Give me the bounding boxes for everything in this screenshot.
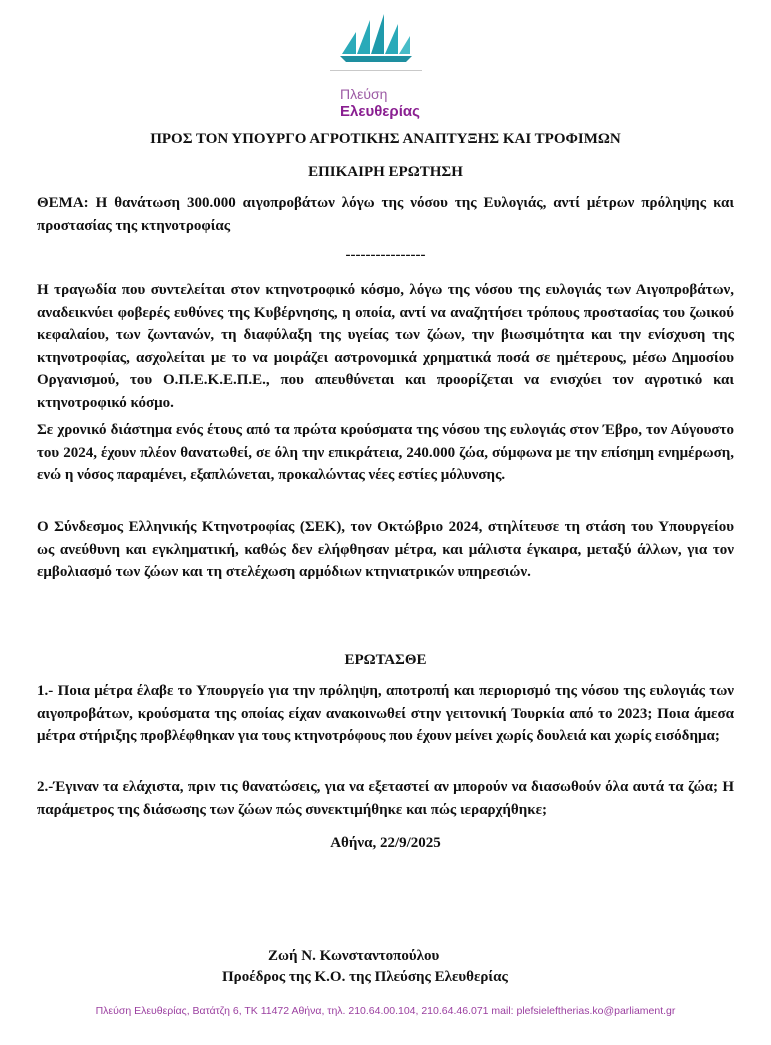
date-line: Αθήνα, 22/9/2025: [330, 835, 441, 851]
body-paragraph-3: Ο Σύνδεσμος Ελληνικής Κτηνοτροφίας (ΣΕΚ), τον Οκτώβριο 2024, στηλίτευσε τη στάση του Υπουργείου ως ανεύθυνη και εγκληματική, καθώς δεν ελήφθησαν μέτρα, και μάλιστα έγκαιρα, μεταξύ άλλων, για τον εμβολιασμό των ζώων και τη στελέχωση αρμόδιων κτηνιατρικών υπηρεσιών.: [37, 519, 734, 581]
logo-divider: [330, 70, 422, 71]
questions-heading: ΕΡΩΤΑΣΘΕ: [344, 652, 427, 668]
logo-text-line2: Ελευθερίας: [340, 103, 420, 120]
footer-contact-info: Πλεύση Ελευθερίας, Βατάτζη 6, ΤΚ 11472 Αθήνα, τηλ. 210.64.00.104, 210.64.46.071 mail: plefsieleftherias.ko@parliament.gr: [95, 1005, 676, 1017]
addressee-heading: ΠΡΟΣ ΤΟΝ ΥΠΟΥΡΓΟ ΑΓΡΟΤΙΚΗΣ ΑΝΑΠΤΥΞΗΣ ΚΑΙ ΤΡΟΦΙΜΩΝ: [150, 131, 621, 147]
party-logo: [330, 14, 440, 120]
question-1: 1.- Ποια μέτρα έλαβε το Υπουργείο για την πρόληψη, αποτροπή και περιορισμό της νόσου της ευλογιάς των αιγοπροβάτων, κρούσματα της οποίας είχαν ανακοινωθεί στην γειτονική Τουρκία από το 2023; Ποια άμεσα μέτρα στήριξης προβλέφθηκαν για τους κτηνοτρόφους που έχουν μείνει χωρίς δουλειά και χωρίς εισόδημα;: [37, 683, 734, 745]
body-paragraph-2: Σε χρονικό διάστημα ενός έτους από τα πρώτα κρούσματα της νόσου της ευλογιάς στον Έβρο, τον Αύγουστο του 2024, έχουν πλέον θανατωθεί, σε όλη την επικράτεια, 240.000 ζώα, σύμφωνα με την επίσημη ενημέρωση, ενώ η νόσος παραμένει, εξαπλώνεται, προκαλώντας νέες εστίες μόλυνσης.: [37, 422, 734, 484]
subject-paragraph: ΘΕΜΑ: Η θανάτωση 300.000 αιγοπροβάτων λόγω της νόσου της Ευλογιάς, αντί μέτρων πρόληψης και προστασίας της κτηνοτροφίας: [37, 195, 734, 234]
signatory-name: Ζωή Ν. Κωνσταντοπούλου: [268, 948, 440, 964]
body-paragraph-1: Η τραγωδία που συντελείται στον κτηνοτροφικό κόσμο, λόγω της νόσου της ευλογιάς των Αιγοπροβάτων, αναδεικνύει φοβερές ευθύνες της Κυβέρνησης, η οποία, αντί να αναζητήσει τρόπους προστασίας του ζωικού κεφαλαίου, των ζωντανών, τη διαφύλαξη της υγείας των ζώων, την βιωσιμότητα και την ενίσχυση της κτηνοτροφίας, ασχολείται με το να μοιράζει αστρονομικά χρηματικά ποσά σε ημέτερους, μέσω Δημοσίου Οργανισμού, του Ο.Π.Ε.Κ.Ε.Π.Ε., που απευθύνεται και προορίζεται να ενισχύει τον αγροτικό και κτηνοτροφικό κόσμο.: [37, 282, 734, 411]
signatory-title: Προέδρος της Κ.Ο. της Πλεύσης Ελευθερίας: [222, 969, 508, 985]
document-type-heading: ΕΠΙΚΑΙΡΗ ΕΡΩΤΗΣΗ: [308, 164, 463, 180]
question-2: 2.-Έγιναν τα ελάχιστα, πριν τις θανατώσεις, για να εξεταστεί αν μπορούν να διασωθούν όλα αυτά τα ζώα; Η παράμετρος της διάσωσης των ζώων πώς συνεκτιμήθηκε και πώς ιεραρχήθηκε;: [37, 779, 734, 818]
sailing-ships-icon: [340, 14, 420, 64]
logo-text-line1: Πλεύση: [340, 86, 388, 102]
separator-line: ----------------: [345, 247, 426, 263]
